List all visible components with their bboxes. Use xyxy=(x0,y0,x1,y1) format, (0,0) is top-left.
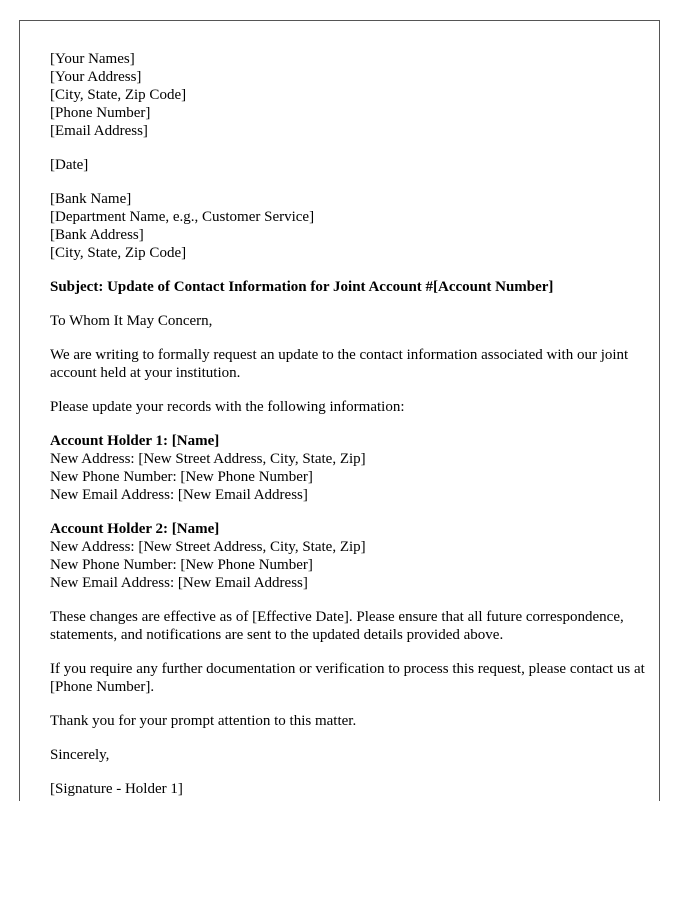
signature-line: [Signature - Holder 1] xyxy=(50,781,183,797)
salutation: To Whom It May Concern, xyxy=(50,313,213,329)
letter-subject: Subject: Update of Contact Information for Joint Account #[Account Number] xyxy=(50,279,554,295)
sender-city-state-zip: [City, State, Zip Code] xyxy=(50,87,187,103)
holder1-email: New Email Address: [New Email Address] xyxy=(50,487,308,503)
recipient-department: [Department Name, e.g., Customer Service] xyxy=(50,209,315,225)
recipient-block xyxy=(50,190,650,262)
sender-names: [Your Names] xyxy=(50,51,135,67)
closing: Sincerely, xyxy=(50,747,110,763)
recipient-bank-name: [Bank Name] xyxy=(50,191,132,207)
further-paragraph: If you require any further documentation or verification to process this request, please contact us at [Phone Number]. xyxy=(50,661,645,695)
sender-email: [Email Address] xyxy=(50,123,148,139)
holder2-heading: Account Holder 2: [Name] xyxy=(50,521,220,537)
letter-body xyxy=(50,50,650,801)
holder1-phone: New Phone Number: [New Phone Number] xyxy=(50,469,313,485)
holder2-email: New Email Address: [New Email Address] xyxy=(50,575,308,591)
sender-address: [Your Address] xyxy=(50,69,142,85)
holder1-heading: Account Holder 1: [Name] xyxy=(50,433,220,449)
effective-paragraph: These changes are effective as of [Effective Date]. Please ensure that all future correspondence, statements, and notifications are sent to the updated details provided above. xyxy=(50,609,624,643)
holder2-block xyxy=(50,520,650,592)
intro-paragraph: We are writing to formally request an update to the contact information associated with our joint account held at your institution. xyxy=(50,347,629,381)
letter-date: [Date] xyxy=(50,157,89,173)
sender-block xyxy=(50,50,650,140)
update-request-paragraph: Please update your records with the following information: xyxy=(50,399,405,415)
holder2-address: New Address: [New Street Address, City, State, Zip] xyxy=(50,539,366,555)
letter-page xyxy=(19,20,660,801)
thanks-paragraph: Thank you for your prompt attention to this matter. xyxy=(50,713,357,729)
holder1-block xyxy=(50,432,650,504)
holder1-address: New Address: [New Street Address, City, State, Zip] xyxy=(50,451,366,467)
holder2-phone: New Phone Number: [New Phone Number] xyxy=(50,557,313,573)
sender-phone: [Phone Number] xyxy=(50,105,151,121)
recipient-bank-address: [Bank Address] xyxy=(50,227,144,243)
recipient-city-state-zip: [City, State, Zip Code] xyxy=(50,245,187,261)
